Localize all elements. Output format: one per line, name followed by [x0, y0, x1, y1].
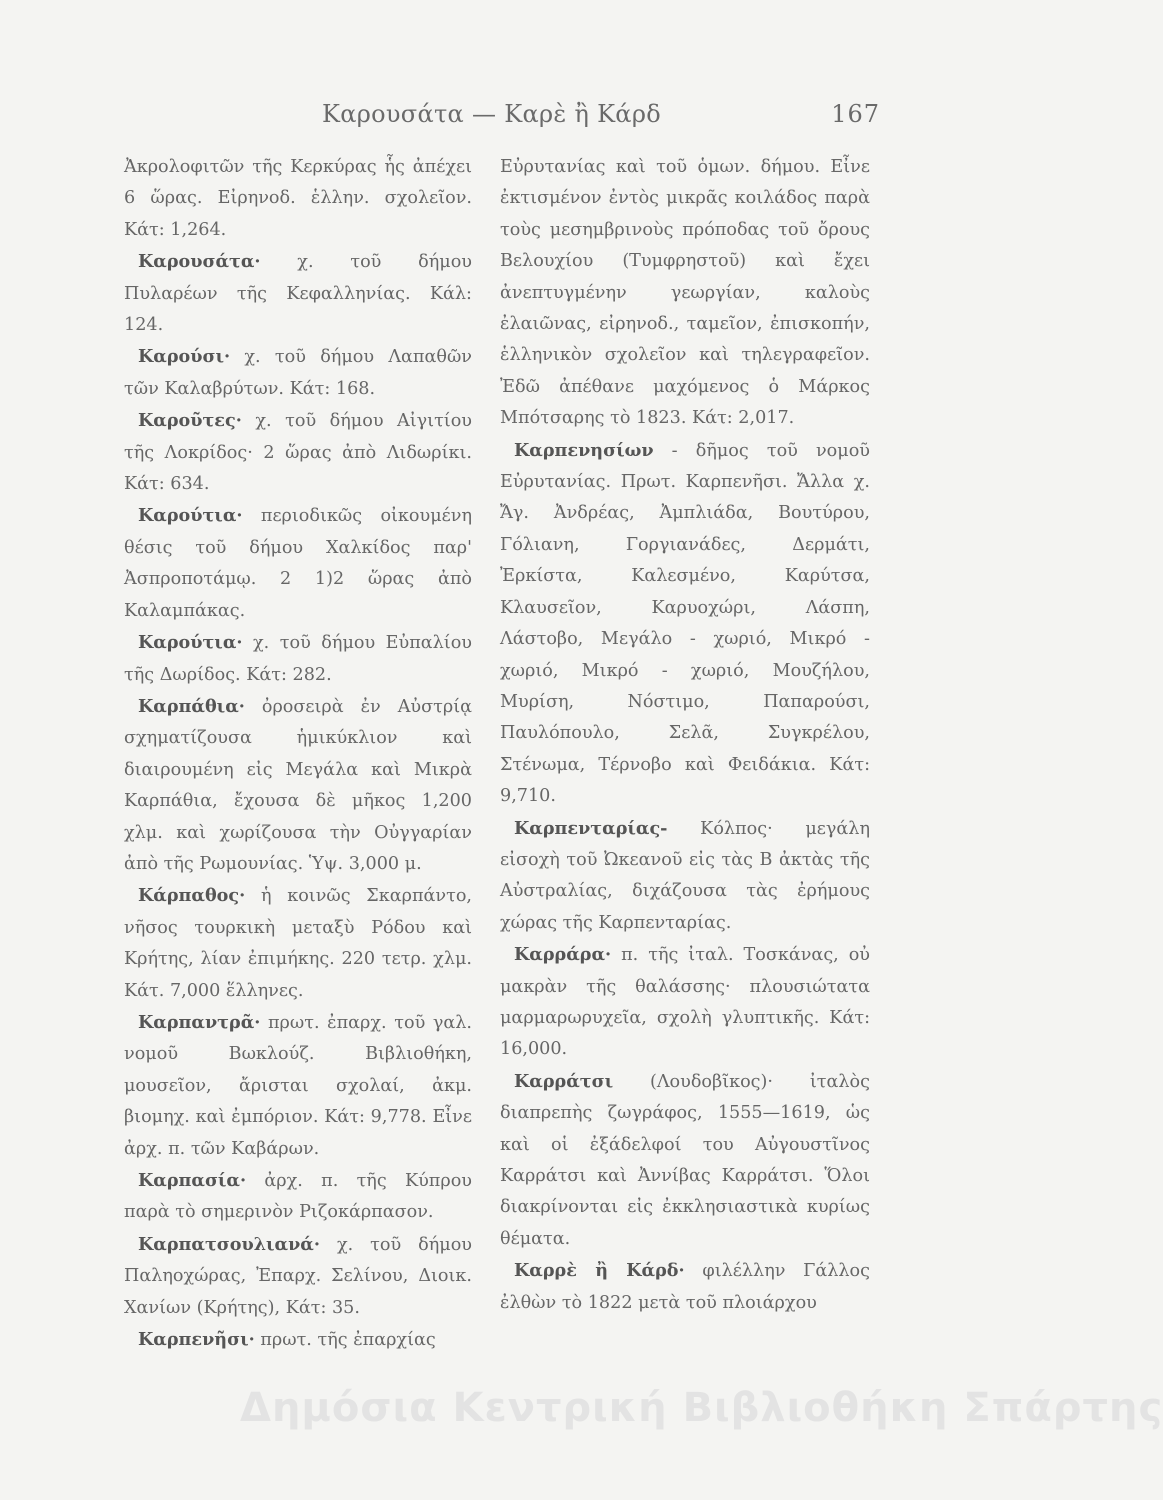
- entry-headword: Καρράτσι: [514, 1070, 614, 1092]
- right-column: [500, 152, 870, 1319]
- entry-headword: Καρπάθια·: [138, 695, 245, 717]
- entry-text: ἡ κοινῶς Σκαρπάντο, νῆσος τουρκικὴ μεταξὺ Ρόδου καὶ Κρήτης, λίαν ἐπιμήκης. 220 τετρ. χλμ. Κάτ. 7,000 ἕλληνες.: [124, 886, 473, 1001]
- entry-text: χ. τοῦ δήμου Παληοχώρας, Ἐπαρχ. Σελίνου, Διοικ. Χανίων (Κρήτης), Κάτ: 35.: [124, 1234, 472, 1318]
- entry-text: Κόλπος· μεγάλη εἰσοχὴ τοῦ Ὠκεανοῦ εἰς τὰς Β ἀκτὰς τῆς Αὐστραλίας, διχάζουσα τὰς ἐρήμους χώρας τῆς Καρπενταρίας.: [500, 818, 870, 933]
- entry-headword: Καρούσι·: [138, 346, 231, 368]
- entry-text: χ. τοῦ δήμου Αἰγιτίου τῆς Λοκρίδος· 2 ὥρας ἀπὸ Λιδωρίκι. Κάτ: 634.: [124, 411, 472, 495]
- dictionary-entry: [500, 1066, 870, 1255]
- entry-text: π. τῆς ἰταλ. Τοσκάνας, οὐ μακρὰν τῆς θαλάσσης· πλουσιώτατα μαρμαρωρυχεῖα, σχολὴ γλυπτικῆς. Κάτ: 16,000.: [500, 945, 871, 1060]
- entry-headword: Καρπασία·: [138, 1170, 247, 1191]
- dictionary-entry: [124, 1229, 472, 1324]
- left-column: [124, 152, 472, 1356]
- entry-headword: Καρρὲ ἢ Κάρδ·: [514, 1260, 685, 1282]
- dictionary-entry: [500, 939, 870, 1066]
- dictionary-entry: [124, 500, 472, 627]
- entry-headword: Καρπενησίων: [514, 439, 654, 461]
- entry-headword: Καρράρα·: [514, 944, 612, 966]
- entry-text: χ. τοῦ δήμου Πυλαρέων τῆς Κεφαλληνίας. Κάλ: 124.: [124, 252, 472, 336]
- entry-headword: Καρούτια·: [138, 505, 243, 527]
- entry-text: ὀροσειρὰ ἐν Αὐστρίᾳ σχηματίζουσα ἡμικύκλιον καὶ διαιρουμένη εἰς Μεγάλα καὶ Μικρὰ Καρπάθια, ἔχουσα δὲ μῆκος 1,200 χλμ. καὶ χωρίζουσα τὴν Οὐγγαρίαν ἀπὸ τῆς Ρωμουνίας. Ὑψ. 3,000 μ.: [124, 696, 472, 874]
- entry-text: πρωτ. ἐπαρχ. τοῦ γαλ. νομοῦ Βωκλούζ. Βιβλιοθήκη, μουσεῖον, ἄρισται σχολαί, ἀκμ. βιομηχ. καὶ ἐμπόριον. Κάτ: 9,778. Εἶνε ἀρχ. π. τῶν Καβάρων.: [124, 1012, 473, 1159]
- entry-headword: Καρουσάτα·: [138, 251, 261, 273]
- entry-headword: Καρπενῆσι·: [138, 1329, 255, 1351]
- entry-text: φιλέλλην Γάλλος ἐλθὼν τὸ 1822 μετὰ τοῦ πλοιάρχου: [500, 1261, 870, 1313]
- entry-headword: Καροῦτες·: [138, 410, 242, 432]
- entry-headword: Καρπατσουλιανά·: [138, 1233, 320, 1255]
- entry-text: (Λουδοβῖκος)· ἰταλὸς διαπρεπὴς ζωγράφος, 1555—1619, ὡς καὶ οἱ ἐξάδελφοί του Αὐγουστῖνος Καρράτσι καὶ Ἀννίβας Καρράτσι. Ὅλοι διακρίνονται εἰς ἐκκλησιαστικὰ κυρίως θέματα.: [500, 1071, 870, 1249]
- page-number: 167: [831, 100, 880, 128]
- entry-text: χ. τοῦ δήμου Λαπαθῶν τῶν Καλαβρύτων. Κάτ: 168.: [124, 347, 472, 399]
- entry-text: Ἀκρολοφιτῶν τῆς Κερκύρας ἧς ἀπέχει 6 ὥρας. Εἰρηνοδ. ἑλλην. σχολεῖον. Κάτ: 1,264.: [124, 157, 472, 240]
- dictionary-entry: [500, 1255, 870, 1319]
- dictionary-entry: [124, 1007, 472, 1165]
- entry-text: - δῆμος τοῦ νομοῦ Εὐρυτανίας. Πρωτ. Καρπενῆσι. Ἄλλα χ. Ἄγ. Ἀνδρέας, Ἀμπλιάδα, Βουτύρου, Γόλιανη, Γοργιανάδες, Δερμάτι, Ἐρκίστα, Καλεσμένο, Καρύτσα, Κλαυσεῖον, Καρυοχώρι, Λάσπη, Λάστοβο, Μεγάλο - χωριό, Μικρό - χωριό, Μικρό - χωριό, Μουζήλου, Μυρίση, Νόστιμο, Παπαρούσι, Παυλόπουλο, Σελᾶ, Συγκρέλου, Στένωμα, Τέρνοβο καὶ Φειδάκια. Κάτ: 9,710.: [500, 440, 870, 807]
- entry-text: Εὐρυτανίας καὶ τοῦ ὁμων. δήμου. Εἶνε ἐκτισμένον ἐντὸς μικρᾶς κοιλάδος παρὰ τοὺς μεσημβρινοὺς πρόποδας τοῦ ὄρους Βελουχίου (Τυμφρηστοῦ) καὶ ἔχει ἀνεπτυγμένην γεωργίαν, καλοὺς ἐλαιῶνας, εἰρηνοδ., ταμεῖον, ἐπισκοπήν, ἑλληνικὸν σχολεῖον καὶ τηλεγραφεῖον. Ἐδῶ ἀπέθανε μαχόμενος ὁ Μάρκος Μπότσαρης τὸ 1823. Κάτ: 2,017.: [500, 157, 870, 429]
- dictionary-entry: [124, 341, 472, 405]
- entry-headword: Καρπενταρίας-: [514, 817, 668, 839]
- entry-text: χ. τοῦ δήμου Εὐπαλίου τῆς Δωρίδος. Κάτ: 282.: [124, 633, 472, 685]
- dictionary-entry: [500, 813, 870, 940]
- entry-text: πρωτ. τῆς ἐπαρχίας: [260, 1330, 436, 1351]
- entry-text: περιοδικῶς οἰκουμένη θέσις τοῦ δήμου Χαλκίδος παρ' Ἀσπροποτάμῳ. 2 1)2 ὥρας ἀπὸ Καλαμπάκας.: [124, 506, 472, 621]
- dictionary-entry: [124, 405, 472, 500]
- dictionary-entry: [500, 435, 870, 813]
- dictionary-entry: [500, 152, 870, 435]
- dictionary-entry: [124, 152, 472, 246]
- dictionary-entry: [124, 246, 472, 341]
- entry-text: ἀρχ. π. τῆς Κύπρου παρὰ τὸ σημερινὸν Ριζοκάρπασον.: [124, 1171, 473, 1223]
- dictionary-entry: [124, 1165, 472, 1229]
- dictionary-entry: [124, 1324, 472, 1356]
- entry-headword: Καρπαντρᾶ·: [138, 1011, 261, 1033]
- dictionary-entry: [124, 627, 472, 691]
- running-header: [110, 100, 880, 140]
- dictionary-entry: [124, 880, 472, 1007]
- entry-headword: Κάρπαθος·: [138, 885, 246, 907]
- dictionary-entry: [124, 691, 472, 880]
- header-title: Καρουσάτα — Καρὲ ἢ Κάρδ: [322, 100, 661, 128]
- entry-headword: Καρούτια·: [138, 632, 243, 654]
- library-watermark: Δημόσια Κεντρική Βιβλιοθήκη Σπάρτης: [240, 1385, 1163, 1431]
